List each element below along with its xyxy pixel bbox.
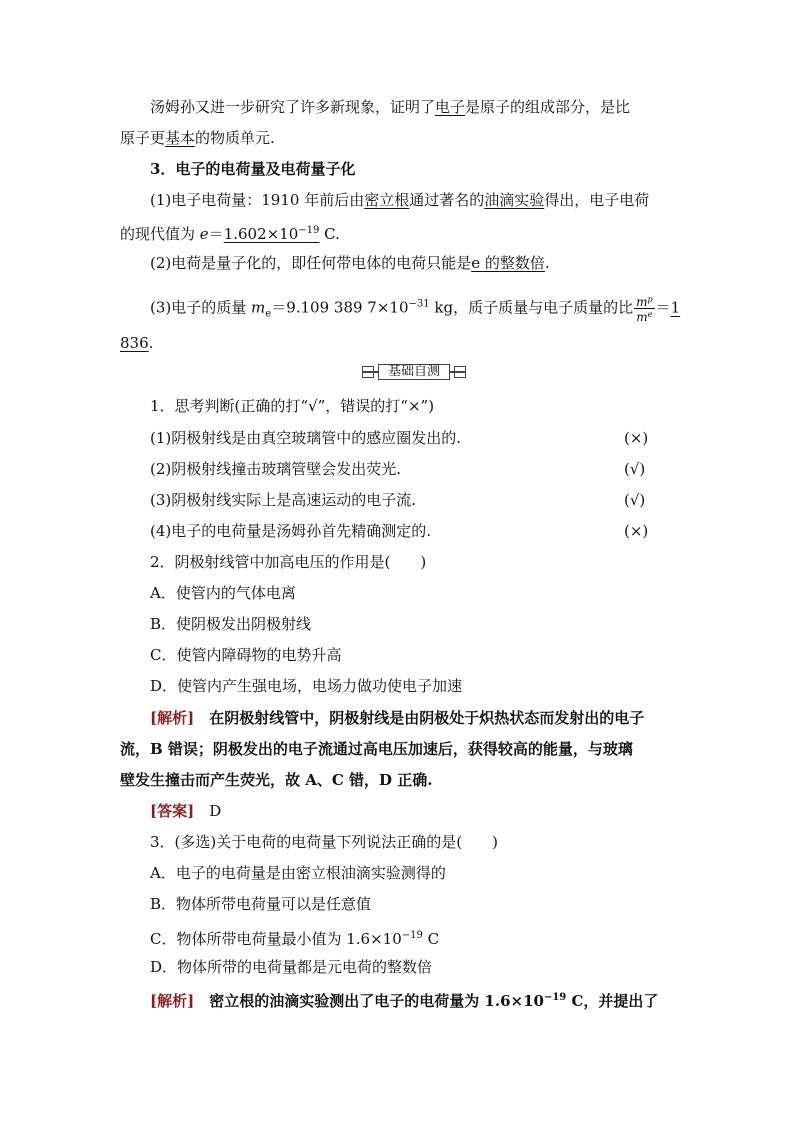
judgment-item: (1)阴极射线是由真空玻璃管中的感应圈发出的. [150,429,462,447]
judgment-mark: (√) [624,491,646,509]
charge-paragraph-line-1 [150,190,649,210]
banner-ornament-right [454,366,466,378]
fraction-denominator [634,309,655,323]
analysis-tag: [解析] [150,992,195,1010]
symbol-e: e [199,225,209,243]
intro-underlined-term: 电子 [435,98,466,116]
text: (3)电子的质量 [150,298,252,317]
intro-text: 原子更 [120,129,166,147]
judgment-item: (2)阴极射线撞击玻璃管壁会发出荧光. [150,460,402,478]
analysis-line-2: 流，B 错误；阴极发出的电子流通过高电压加速后，获得较高的能量，与玻璃 [120,740,633,758]
charge-paragraph-line-2 [120,221,340,244]
intro-text: 是原子的组成部分，是比 [465,98,631,116]
text: m [636,295,648,309]
underlined-term: 密立根 [364,191,410,209]
electron-mass-line [150,294,680,325]
underlined-value: 1 [670,298,681,317]
text: (1)电子电荷量：1910 年前后由 [150,191,365,209]
question-2-stem: 2．阴极射线管中加高电压的作用是( ) [150,553,427,571]
intro-underlined-term: 基本 [165,129,196,147]
option-b: B．物体所带电荷量可以是任意值 [150,895,372,913]
judgment-item: (4)电子的电荷量是汤姆孙首先精确测定的. [150,522,432,540]
answer-line [150,801,221,821]
text: kg，质子质量与电子质量的比 [429,298,634,317]
mass-ratio-fraction [634,294,655,323]
question-3-stem: 3．(多选)关于电荷的电荷量下列说法正确的是( ) [150,833,498,851]
self-test-label: 基础自测 [378,364,450,380]
banner-ornament-left [362,366,374,378]
text: C [422,930,440,948]
text: C，并提出了 [566,992,659,1010]
text: C. [319,225,340,243]
superscript: p [647,295,653,304]
analysis-tag: [解析] [150,709,195,727]
text: 1.602×10 [223,225,299,243]
underlined-value: 836 [120,334,149,352]
text: . [148,334,154,352]
text: ＝ [655,298,671,317]
judgment-mark: (√) [624,460,646,478]
fraction-numerator [634,294,655,309]
text: (2)电荷是量子化的，即任何带电体的电荷只能是 [150,254,472,272]
quantization-line [150,253,550,273]
superscript: e [647,310,653,319]
text: 的现代值为 [120,225,200,243]
text: 得出，电子电荷 [544,191,650,209]
text: 通过著名的 [409,191,485,209]
self-test-banner [362,364,466,380]
exponent: −19 [543,992,567,1003]
text: m [636,310,648,324]
underlined-term: 油滴实验 [484,191,545,209]
option-c: C．使管内障碍物的电势升高 [150,646,342,664]
subscript: e [265,308,272,320]
text: C．物体所带电荷量最小值为 1.6×10 [150,930,402,948]
analysis-line-1 [150,708,644,728]
option-c [150,926,439,949]
symbol-m: m [251,298,266,317]
exponent: −31 [408,298,430,310]
judgment-item: (3)阴极射线实际上是高速运动的电子流. [150,491,417,509]
intro-text: 的物质单元. [195,129,275,147]
section-heading: 3．电子的电荷量及电荷量子化 [150,160,356,178]
electron-mass-line-2 [120,333,153,353]
question-1-stem: 1．思考判断(正确的打“√”，错误的打“×”) [150,397,435,415]
answer-tag: [答案] [150,802,195,820]
intro-line-1 [150,97,630,117]
option-d: D．使管内产生强电场，电场力做功使电子加速 [150,677,463,695]
analysis-line-3: 壁发生撞击而产生荧光，故 A、C 错，D 正确. [120,771,433,789]
intro-text: 汤姆孙又进一步研究了许多新现象，证明了 [150,98,436,116]
text: . [544,254,550,272]
underlined-term: e 的整数倍 [471,254,545,272]
exponent: −19 [298,225,320,236]
judgment-mark: (×) [624,522,649,540]
judgment-mark: (×) [624,429,649,447]
intro-line-2 [120,128,275,148]
text: ＝9.109 389 7×10 [271,298,409,317]
exponent: −19 [401,930,423,941]
text: 密立根的油滴实验测出了电子的电荷量为 1.6×10 [194,992,544,1010]
text: D [194,802,222,820]
option-b: B．使阴极发出阴极射线 [150,615,312,633]
option-d: D．物体所带的电荷量都是元电荷的整数倍 [150,958,433,976]
option-a: A．电子的电荷量是由密立根油滴实验测得的 [150,864,446,882]
option-a: A．使管内的气体电离 [150,584,296,602]
text: 在阴极射线管中，阴极射线是由阴极处于炽热状态而发射出的电子 [194,709,645,727]
analysis-line-1 [150,988,658,1011]
text: ＝ [208,225,224,243]
underlined-value [224,225,320,243]
